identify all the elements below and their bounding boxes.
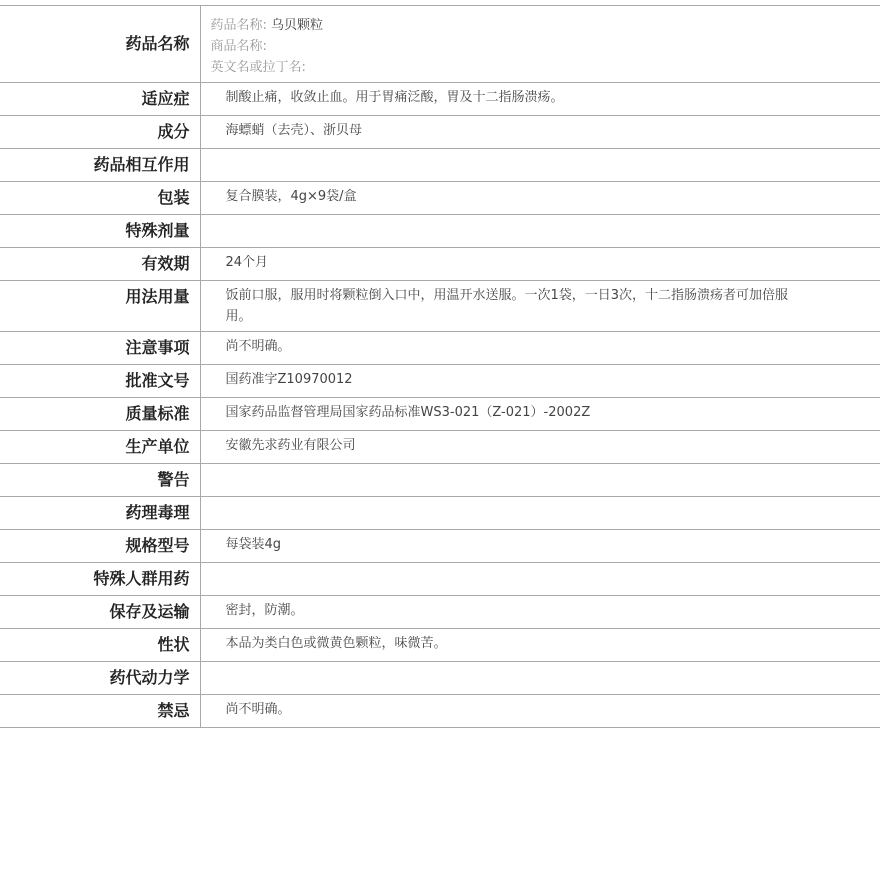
row-value: 复合膜装，4g×9袋/盒 [200, 182, 880, 215]
row-label: 药品名称 [0, 6, 200, 83]
row-label: 性状 [0, 629, 200, 662]
row-value [200, 215, 880, 248]
table-row-manufacturer [0, 431, 880, 464]
row-value [200, 563, 880, 596]
row-value: 24个月 [200, 248, 880, 281]
trade-name-line [211, 36, 791, 57]
row-label: 包装 [0, 182, 200, 215]
drug-name-key: 药品名称: [210, 18, 267, 33]
row-label: 有效期 [0, 248, 200, 281]
table-row-precautions [0, 332, 880, 365]
row-value: 制酸止痛，收敛止血。用于胃痛泛酸，胃及十二指肠溃疡。 [200, 83, 880, 116]
row-label: 特殊人群用药 [0, 563, 200, 596]
table-row-interactions [0, 149, 880, 182]
drug-name-line [211, 15, 791, 36]
row-value [200, 662, 880, 695]
row-label: 适应症 [0, 83, 200, 116]
row-label: 特殊剂量 [0, 215, 200, 248]
row-label: 药代动力学 [0, 662, 200, 695]
row-label: 药品相互作用 [0, 149, 200, 182]
table-row-ingredients [0, 116, 880, 149]
table-row-pharmacokinetics [0, 662, 880, 695]
table-row-contraindications [0, 695, 880, 728]
trade-name-key: 商品名称: [210, 39, 267, 54]
row-value [200, 149, 880, 182]
row-value: 每袋装4g [200, 530, 880, 563]
table-row-usage-dosage [0, 281, 880, 332]
table-row-storage [0, 596, 880, 629]
row-label: 质量标准 [0, 398, 200, 431]
table-row-special-dosage [0, 215, 880, 248]
row-value: 尚不明确。 [200, 695, 880, 728]
drug-name-value: 乌贝颗粒 [271, 18, 324, 33]
row-value [200, 464, 880, 497]
english-name-line [211, 57, 791, 78]
table-row-quality-standard [0, 398, 880, 431]
row-value: 国家药品监督管理局国家药品标准WS3-021（Z-021）-2002Z [200, 398, 880, 431]
table-row-description [0, 629, 880, 662]
row-value: 尚不明确。 [200, 332, 880, 365]
table-row-packaging [0, 182, 880, 215]
row-label: 注意事项 [0, 332, 200, 365]
table-row-drug-name [0, 6, 880, 83]
table-row-indications [0, 83, 880, 116]
drug-info-table [0, 5, 880, 728]
english-name-key: 英文名或拉丁名: [210, 60, 306, 75]
row-label: 批准文号 [0, 365, 200, 398]
row-label: 成分 [0, 116, 200, 149]
row-label: 生产单位 [0, 431, 200, 464]
row-label: 禁忌 [0, 695, 200, 728]
table-row-pharmacology [0, 497, 880, 530]
row-value: 海螵蛸（去壳）、浙贝母 [200, 116, 880, 149]
table-row-specification [0, 530, 880, 563]
row-value: 国药准字Z10970012 [200, 365, 880, 398]
table-row-special-populations [0, 563, 880, 596]
table-row-approval-number [0, 365, 880, 398]
row-value: 密封，防潮。 [200, 596, 880, 629]
row-value: 本品为类白色或微黄色颗粒，味微苦。 [200, 629, 880, 662]
row-label: 用法用量 [0, 281, 200, 332]
table-row-warning [0, 464, 880, 497]
row-value: 饭前口服，服用时将颗粒倒入口中，用温开水送服。一次1袋，一日3次，十二指肠溃疡者可加倍服用。 [200, 281, 880, 332]
row-value [200, 497, 880, 530]
row-label: 规格型号 [0, 530, 200, 563]
table-row-shelf-life [0, 248, 880, 281]
row-label: 保存及运输 [0, 596, 200, 629]
name-block [200, 6, 880, 83]
row-value: 安徽先求药业有限公司 [200, 431, 880, 464]
row-label: 警告 [0, 464, 200, 497]
row-label: 药理毒理 [0, 497, 200, 530]
